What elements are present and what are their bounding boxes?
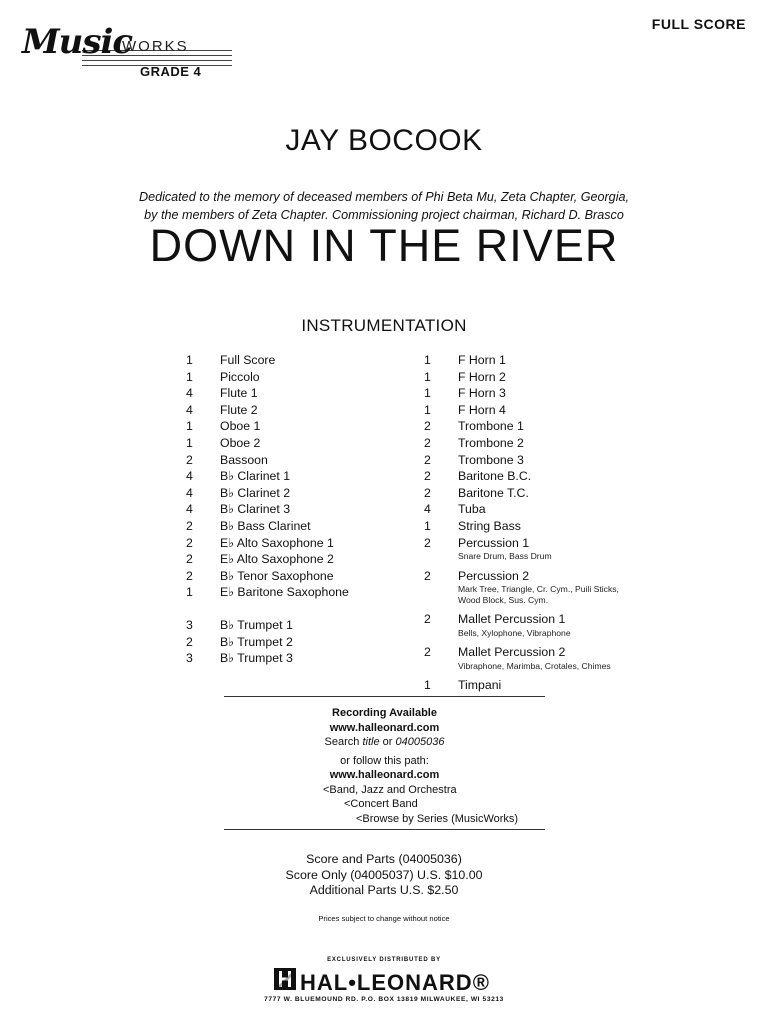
instrument-quantity: 2 bbox=[424, 435, 431, 450]
instrument-quantity: 1 bbox=[186, 585, 193, 600]
instrument-name: B♭ Bass Clarinet bbox=[220, 518, 311, 533]
instrument-quantity: 1 bbox=[424, 353, 431, 367]
instrument-quantity: 1 bbox=[424, 369, 431, 384]
instrument-quantity: 3 bbox=[186, 651, 193, 666]
instrument-row bbox=[186, 385, 436, 402]
instrument-row bbox=[186, 551, 436, 568]
instrument-row bbox=[424, 452, 624, 469]
instrument-quantity: 2 bbox=[424, 452, 431, 467]
website-link-2[interactable]: www.halleonard.com bbox=[329, 769, 440, 781]
instrument-row bbox=[424, 518, 624, 535]
instrument-name: F Horn 4 bbox=[458, 402, 506, 417]
search-code: 04005036 bbox=[395, 736, 445, 748]
instrument-name: B♭ Clarinet 2 bbox=[220, 485, 291, 500]
instrument-quantity: 1 bbox=[186, 419, 193, 434]
instrument-details: Mark Tree, Triangle, Cr. Cym., Puili Sticks, Wood Block, Sus. Cym. bbox=[458, 584, 619, 605]
instrument-name: Oboe 1 bbox=[220, 419, 261, 434]
instrument-quantity: 4 bbox=[186, 502, 193, 517]
divider-line bbox=[224, 829, 545, 830]
instrument-quantity: 2 bbox=[186, 568, 193, 583]
instrument-name: Full Score bbox=[220, 353, 276, 367]
instrument-row bbox=[186, 452, 436, 469]
instrument-name: B♭ Trumpet 1 bbox=[220, 617, 293, 632]
instrument-row bbox=[186, 369, 436, 386]
website-link[interactable]: www.halleonard.com bbox=[329, 721, 440, 734]
instrument-row bbox=[424, 535, 624, 562]
instrument-list-left bbox=[186, 352, 436, 667]
instrument-row bbox=[186, 617, 436, 634]
instrument-quantity: 2 bbox=[424, 612, 431, 627]
instrument-name: Tuba bbox=[458, 502, 486, 517]
recording-heading: Recording Available bbox=[332, 707, 437, 719]
instrument-name: Percussion 1 bbox=[458, 535, 530, 550]
instrument-row bbox=[424, 418, 624, 435]
path-step-1: <Band, Jazz and Orchestra bbox=[323, 783, 457, 796]
dedication-line: Dedicated to the memory of deceased members of Phi Beta Mu, Zeta Chapter, Georgia, bbox=[138, 190, 629, 204]
instrument-name: String Bass bbox=[458, 518, 521, 533]
instrument-name: Baritone B.C. bbox=[458, 469, 532, 484]
instrumentation-heading: INSTRUMENTATION bbox=[301, 316, 467, 335]
instrument-quantity: 4 bbox=[186, 402, 193, 417]
instrument-quantity: 2 bbox=[186, 552, 193, 567]
instrument-quantity: 2 bbox=[424, 645, 431, 660]
instrument-quantity: 2 bbox=[186, 535, 193, 550]
instrument-name: Mallet Percussion 2 bbox=[458, 645, 566, 660]
instrument-list-right bbox=[424, 352, 624, 694]
search-instructions bbox=[224, 735, 545, 750]
instrument-quantity: 1 bbox=[186, 435, 193, 450]
instrument-quantity: 1 bbox=[186, 353, 193, 367]
instrument-row bbox=[186, 418, 436, 435]
instrument-row bbox=[424, 468, 624, 485]
instrument-name: Trombone 3 bbox=[458, 452, 524, 467]
instrument-row bbox=[186, 435, 436, 452]
instrument-row bbox=[424, 385, 624, 402]
instrument-row bbox=[424, 501, 624, 518]
instrument-name: F Horn 3 bbox=[458, 386, 506, 401]
price-notice: Prices subject to change without notice bbox=[318, 914, 450, 923]
instrument-name: B♭ Clarinet 1 bbox=[220, 469, 291, 484]
instrument-row bbox=[424, 369, 624, 386]
instrument-name: E♭ Alto Saxophone 2 bbox=[220, 552, 334, 567]
instrument-quantity: 3 bbox=[186, 617, 193, 632]
logo-music-text: Music bbox=[22, 22, 133, 62]
instrument-quantity: 2 bbox=[186, 634, 193, 649]
instrument-row bbox=[186, 650, 436, 667]
distributor-label: EXCLUSIVELY DISTRIBUTED BY bbox=[327, 957, 441, 963]
instrument-name: F Horn 2 bbox=[458, 369, 506, 384]
follow-path-text: or follow this path: bbox=[340, 754, 429, 767]
instrument-row bbox=[424, 611, 624, 638]
price-line: Score and Parts (04005036) bbox=[306, 852, 462, 866]
instrument-name: Trombone 2 bbox=[458, 435, 524, 450]
instrument-name: B♭ Trumpet 3 bbox=[220, 651, 293, 666]
instrument-quantity: 1 bbox=[424, 518, 431, 533]
instrument-row bbox=[186, 501, 436, 518]
instrument-details: Snare Drum, Bass Drum bbox=[458, 551, 552, 562]
instrument-quantity: 2 bbox=[424, 535, 431, 550]
instrument-name: Oboe 2 bbox=[220, 435, 261, 450]
instrument-quantity: 4 bbox=[186, 386, 193, 401]
instrument-name: F Horn 1 bbox=[458, 353, 506, 367]
instrument-name: Baritone T.C. bbox=[458, 485, 529, 500]
instrument-row bbox=[424, 352, 624, 369]
instrument-quantity: 4 bbox=[186, 485, 193, 500]
instrument-row bbox=[186, 568, 436, 585]
piece-title: DOWN IN THE RIVER bbox=[149, 220, 619, 271]
instrument-quantity: 2 bbox=[424, 568, 431, 583]
instrument-name: Mallet Percussion 1 bbox=[458, 612, 566, 627]
price-line: Additional Parts U.S. $2.50 bbox=[309, 883, 459, 897]
instrument-row bbox=[186, 584, 436, 601]
dedication-line: by the members of Zeta Chapter. Commissioning project chairman, Richard D. Brasco bbox=[144, 208, 624, 222]
instrument-name: Bassoon bbox=[220, 452, 268, 467]
path-step-3: <Browse by Series (MusicWorks) bbox=[356, 812, 519, 825]
path-step-2: <Concert Band bbox=[344, 798, 418, 810]
instrument-quantity: 4 bbox=[186, 469, 193, 484]
instrument-row bbox=[424, 435, 624, 452]
recording-info bbox=[224, 706, 545, 826]
instrument-name: B♭ Clarinet 3 bbox=[220, 502, 291, 517]
composer-name: JAY BOCOOK bbox=[285, 124, 483, 157]
instrument-row bbox=[186, 352, 436, 369]
instrument-row bbox=[186, 634, 436, 651]
instrument-details: Bells, Xylophone, Vibraphone bbox=[458, 627, 571, 638]
instrument-name: Piccolo bbox=[220, 369, 260, 384]
instrument-quantity: 1 bbox=[424, 678, 431, 693]
search-or: or bbox=[379, 736, 396, 748]
instrument-quantity: 1 bbox=[424, 386, 431, 401]
instrument-row bbox=[424, 568, 624, 606]
hal-leonard-wordmark: HAL•LEONARD® bbox=[300, 970, 490, 995]
instrument-row bbox=[186, 468, 436, 485]
instrument-quantity: 2 bbox=[424, 485, 431, 500]
instrument-name: Timpani bbox=[458, 678, 502, 693]
dedication bbox=[0, 188, 768, 224]
instrument-name: Trombone 1 bbox=[458, 419, 524, 434]
search-title-word: title bbox=[362, 736, 380, 748]
instrument-row bbox=[424, 644, 624, 671]
instrument-quantity: 4 bbox=[424, 502, 431, 517]
search-prefix: Search bbox=[324, 736, 363, 748]
instrument-row bbox=[186, 535, 436, 552]
instrument-row bbox=[424, 402, 624, 419]
instrument-quantity: 1 bbox=[424, 402, 431, 417]
hal-leonard-mark-icon bbox=[274, 968, 296, 990]
instrument-name: E♭ Baritone Saxophone bbox=[220, 585, 349, 600]
instrument-quantity: 2 bbox=[424, 419, 431, 434]
instrument-row bbox=[186, 485, 436, 502]
grade-label: GRADE 4 bbox=[140, 64, 202, 79]
list-gap bbox=[186, 601, 436, 617]
logo-works-text: WORKS bbox=[122, 38, 189, 55]
instrument-row bbox=[186, 402, 436, 419]
score-type-label: FULL SCORE bbox=[651, 16, 746, 32]
instrument-quantity: 2 bbox=[186, 518, 193, 533]
instrument-row bbox=[186, 518, 436, 535]
instrument-name: Flute 1 bbox=[220, 386, 258, 401]
instrument-name: B♭ Tenor Saxophone bbox=[220, 568, 334, 583]
hal-leonard-logo bbox=[274, 968, 504, 996]
price-line: Score Only (04005037) U.S. $10.00 bbox=[285, 867, 483, 882]
instrument-quantity: 2 bbox=[424, 469, 431, 484]
distributor-address: 7777 W. BLUEMOUND RD. P.O. BOX 13819 MILWAUKEE, WI 53213 bbox=[264, 996, 504, 1003]
instrument-row bbox=[424, 677, 624, 694]
instrument-quantity: 2 bbox=[186, 452, 193, 467]
instrument-quantity: 1 bbox=[186, 369, 193, 384]
instrument-name: B♭ Trumpet 2 bbox=[220, 634, 293, 649]
instrument-name: Percussion 2 bbox=[458, 568, 530, 583]
instrument-row bbox=[424, 485, 624, 502]
instrument-details: Vibraphone, Marimba, Crotales, Chimes bbox=[458, 660, 611, 671]
pricing-info bbox=[0, 852, 768, 899]
instrument-name: E♭ Alto Saxophone 1 bbox=[220, 535, 334, 550]
instrument-name: Flute 2 bbox=[220, 402, 258, 417]
divider-line bbox=[224, 696, 545, 697]
